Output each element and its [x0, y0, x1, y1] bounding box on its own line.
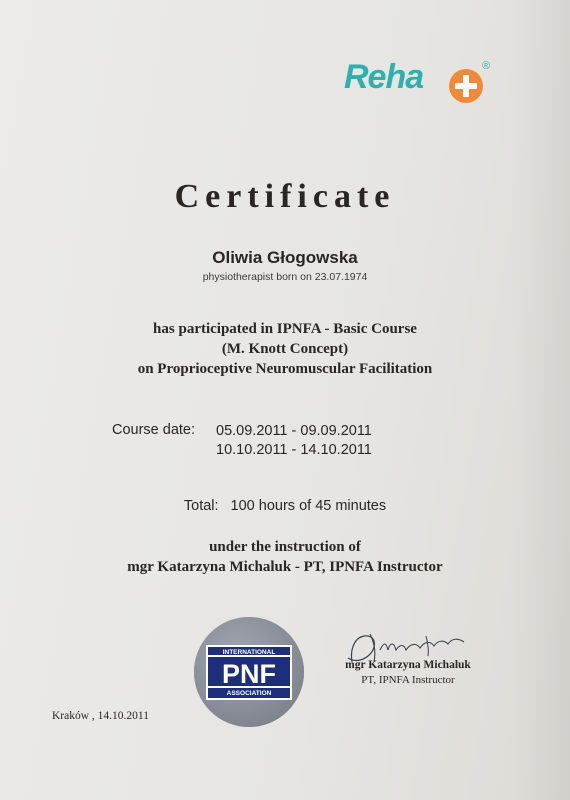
course-date-range: 10.10.2011 - 14.10.2011 — [216, 442, 372, 458]
plus-icon — [448, 68, 484, 104]
course-date-label: Course date: — [112, 422, 196, 438]
paper-shadow — [510, 0, 570, 800]
instruction-line: under the instruction of — [209, 539, 361, 555]
recipient-description: physiotherapist born on 23.07.1974 — [202, 271, 368, 283]
course-date-range: 05.09.2011 - 09.09.2011 — [216, 423, 372, 439]
signatory-role: PT, IPNFA Instructor — [361, 674, 455, 686]
place-and-date: Kraków , 14.10.2011 — [52, 710, 149, 722]
reha-plus-logo — [344, 58, 504, 106]
logo-brand-text: Reha — [344, 58, 424, 96]
recipient-name: Oliwia Głogowska — [212, 248, 358, 267]
seal-line-3: ASSOCIATION — [226, 690, 272, 697]
certificate-title: Certificate — [174, 178, 396, 215]
total-hours — [0, 498, 570, 514]
ipnfa-seal-logo — [193, 616, 305, 728]
seal-line-2: PNF — [222, 659, 276, 689]
course-dates — [216, 422, 372, 460]
total-label: Total: — [183, 498, 219, 514]
signatory-name: mgr Katarzyna Michaluk — [345, 659, 471, 671]
course-line: (M. Knott Concept) — [221, 341, 349, 357]
course-line: has participated in IPNFA - Basic Course — [153, 321, 417, 337]
registered-mark: ® — [482, 60, 491, 72]
seal-line-1: INTERNATIONAL — [222, 649, 276, 656]
instruction-block — [0, 537, 570, 577]
total-value: 100 hours of 45 minutes — [230, 498, 387, 514]
course-description — [0, 319, 570, 379]
course-line: on Proprioceptive Neuromuscular Facilitation — [137, 361, 433, 377]
instruction-line: mgr Katarzyna Michaluk - PT, IPNFA Instructor — [127, 559, 443, 575]
